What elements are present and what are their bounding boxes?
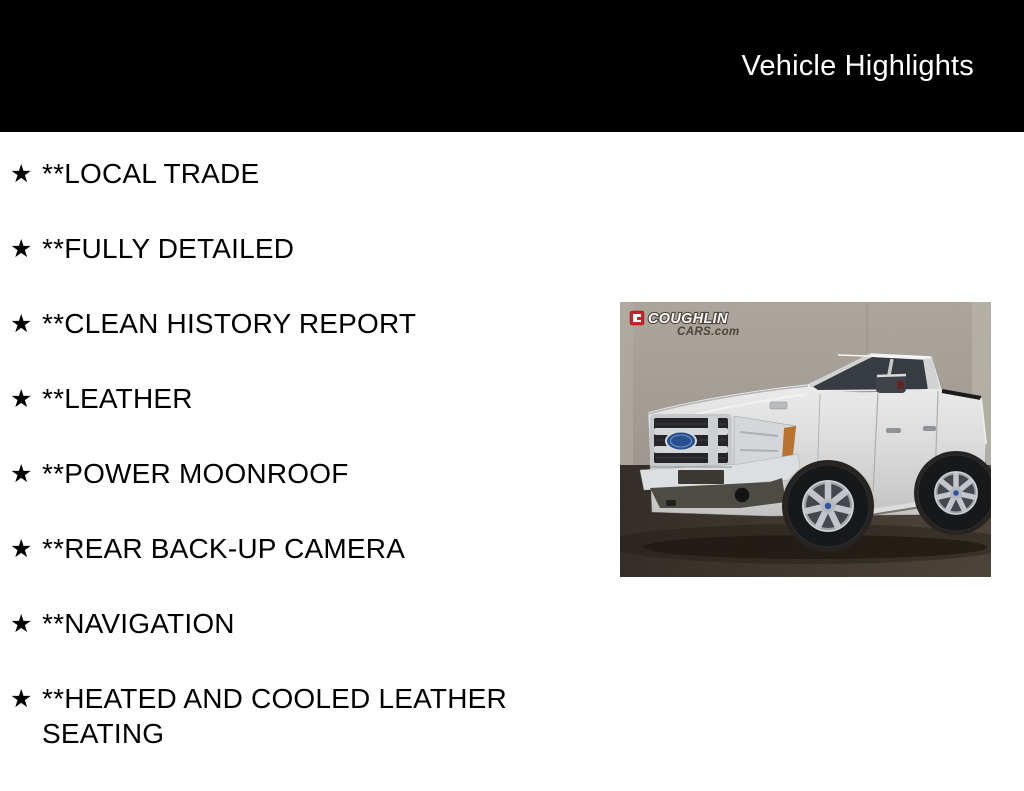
highlight-text: **HEATED AND COOLED LEATHER SEATING [42,683,507,749]
page-title: Vehicle Highlights [741,49,974,82]
vehicle-photo [620,302,991,577]
vehicle-photo-svg [620,302,991,577]
side-mirror [876,375,906,393]
front-grille [650,414,732,467]
fog-light [734,487,750,503]
highlight-item [10,681,595,751]
highlight-item [10,606,595,641]
dealer-suffix-text: CARS.com [677,326,740,338]
hood-badge [770,402,787,409]
highlight-text: **FULLY DETAILED [42,233,295,264]
star-icon: ★ [10,609,33,638]
highlight-text: **NAVIGATION [42,608,235,639]
highlight-text: **LEATHER [42,383,193,414]
highlight-item [10,381,595,416]
highlights-list [10,156,595,751]
star-icon: ★ [10,159,33,188]
star-icon: ★ [10,384,33,413]
highlight-item [10,531,595,566]
highlight-item [10,456,595,491]
door-handle-rear [923,426,936,431]
star-icon: ★ [10,309,33,338]
highlight-text: **POWER MOONROOF [42,458,349,489]
front-wheel [782,460,874,552]
highlights-section [10,132,595,791]
star-icon: ★ [10,684,33,713]
star-icon: ★ [10,534,33,563]
star-icon: ★ [10,234,33,263]
highlight-item [10,231,595,266]
header-bar [0,0,1024,132]
highlight-text: **CLEAN HISTORY REPORT [42,308,417,339]
highlight-text: **LOCAL TRADE [42,158,260,189]
highlight-item [10,156,595,191]
highlight-item [10,306,595,341]
dealer-brand-text: COUGHLIN [648,311,728,327]
highlight-text: **REAR BACK-UP CAMERA [42,533,406,564]
star-icon: ★ [10,459,33,488]
door-handle-front [886,428,901,433]
